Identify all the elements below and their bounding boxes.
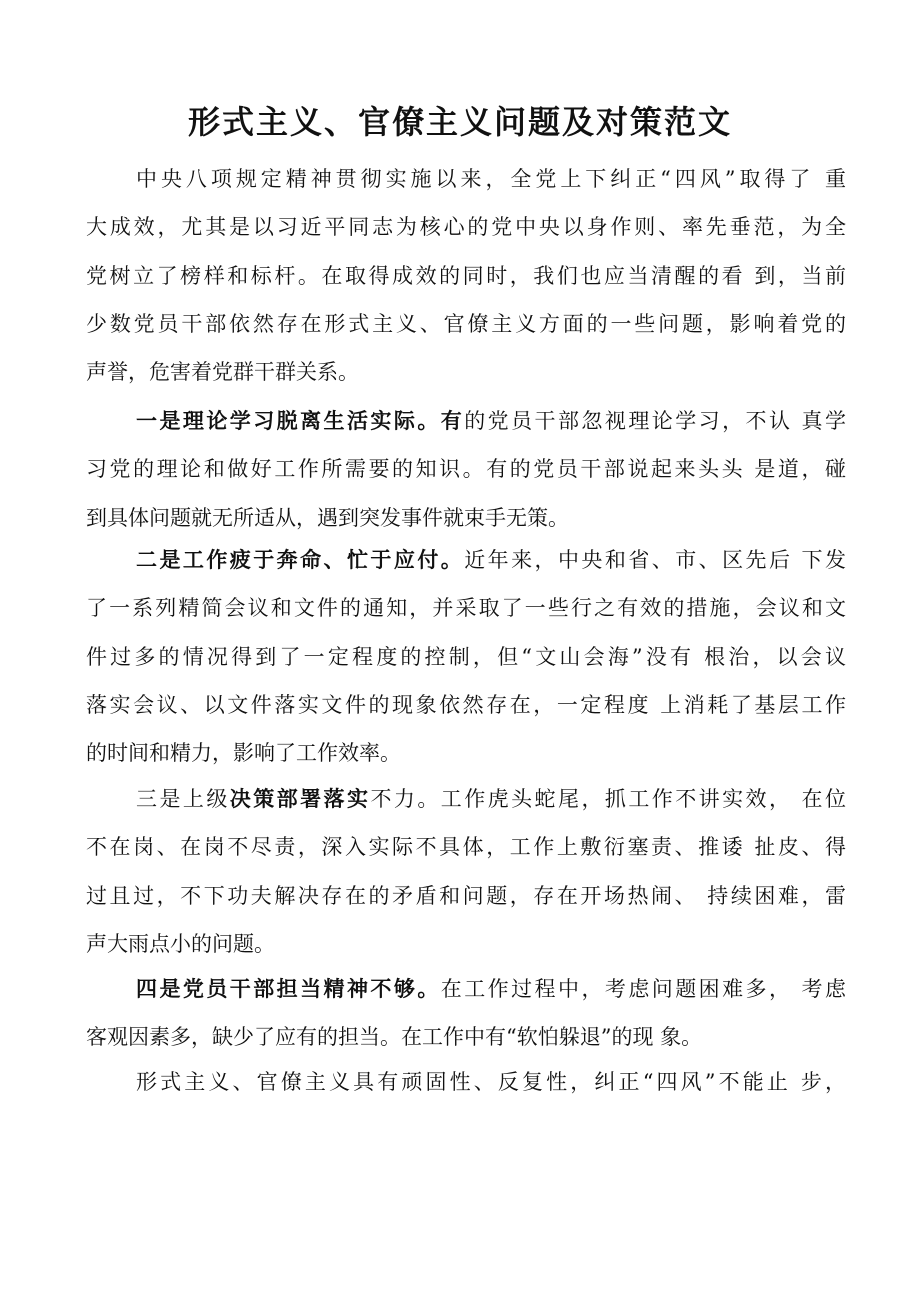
paragraph-line: 中央八项规定精神贯彻实施以来，全党上下纠正“四风”取得了 重 bbox=[136, 167, 846, 191]
paragraph-line: 客观因素多，缺少了应有的担当。在工作中有“软怕躲退”的现 象。 bbox=[86, 1025, 703, 1050]
paragraph-line bbox=[86, 397, 846, 445]
paragraph-point-1 bbox=[86, 397, 846, 542]
paragraph-text: 三是上级 bbox=[136, 787, 230, 811]
point-heading: 二是工作疲于奔命、忙于应付。 bbox=[136, 548, 465, 572]
paragraph-text: 不力。工作虎头蛇尾，抓工作不讲实效， 在位 bbox=[370, 787, 847, 811]
paragraph-line: 不在岗、在岗不尽责，深入实际不具体，工作上敷衍塞责、推诿 扯皮、得 bbox=[86, 835, 846, 860]
paragraph-line: 党树立了榜样和标杆。在取得成效的同时，我们也应当清醒的看 到，当前 bbox=[86, 263, 846, 288]
paragraph-line: 到具体问题就无所适从，遇到突发事件就束手无策。 bbox=[86, 505, 569, 530]
paragraph-line bbox=[86, 775, 846, 823]
paragraph-line bbox=[86, 965, 846, 1013]
point-heading: 一是理论学习脱离生活实际。有 bbox=[136, 409, 465, 433]
paragraph-line: 大成效，尤其是以习近平同志为核心的党中央以身作则、率先垂范，为全 bbox=[86, 215, 846, 240]
paragraph-line: 落实会议、以文件落实文件的现象依然存在，一定程度 上消耗了基层工作 bbox=[86, 692, 846, 717]
paragraph-text: 在工作过程中，考虑问题困难多， 考虑 bbox=[440, 977, 846, 1001]
paragraph-line: 声誉，危害着党群干群关系。 bbox=[86, 360, 359, 385]
paragraph-conclusion bbox=[86, 1058, 846, 1106]
paragraph-line: 件过多的情况得到了一定程度的控制，但“文山会海”没有 根治，以会议 bbox=[86, 644, 846, 669]
paragraph-line: 习党的理论和做好工作所需要的知识。有的党员干部说起来头头 是道，碰 bbox=[86, 457, 846, 482]
paragraph-line: 过且过，不下功夫解决存在的矛盾和问题，存在开场热闹、 持续困难，雷 bbox=[86, 883, 846, 908]
paragraph-text: 的党员干部忽视理论学习，不认 真学 bbox=[464, 409, 846, 433]
paragraph-text: 近年来，中央和省、市、区先后 下发 bbox=[464, 548, 846, 572]
paragraph-intro bbox=[86, 155, 846, 396]
paragraph-line: 的时间和精力，影响了工作效率。 bbox=[86, 741, 401, 766]
paragraph-point-3 bbox=[86, 775, 846, 968]
point-heading: 决策部署落实 bbox=[229, 787, 371, 811]
paragraph-line: 少数党员干部依然存在形式主义、官僚主义方面的一些问题，影响着党的 bbox=[86, 311, 846, 336]
paragraph-point-2 bbox=[86, 536, 846, 777]
paragraph-line: 声大雨点小的问题。 bbox=[86, 931, 275, 956]
paragraph-line: 了一系列精简会议和文件的通知，并采取了一些行之有效的措施，会议和文 bbox=[86, 596, 846, 621]
document-title: 形式主义、官僚主义问题及对策范文 bbox=[187, 103, 732, 141]
paragraph-line: 形式主义、官僚主义具有顽固性、反复性，纠正“四风”不能止 步， bbox=[136, 1070, 846, 1094]
paragraph-point-4 bbox=[86, 965, 846, 1062]
paragraph-line bbox=[86, 536, 846, 584]
point-heading: 四是党员干部担当精神不够。 bbox=[136, 977, 441, 1001]
